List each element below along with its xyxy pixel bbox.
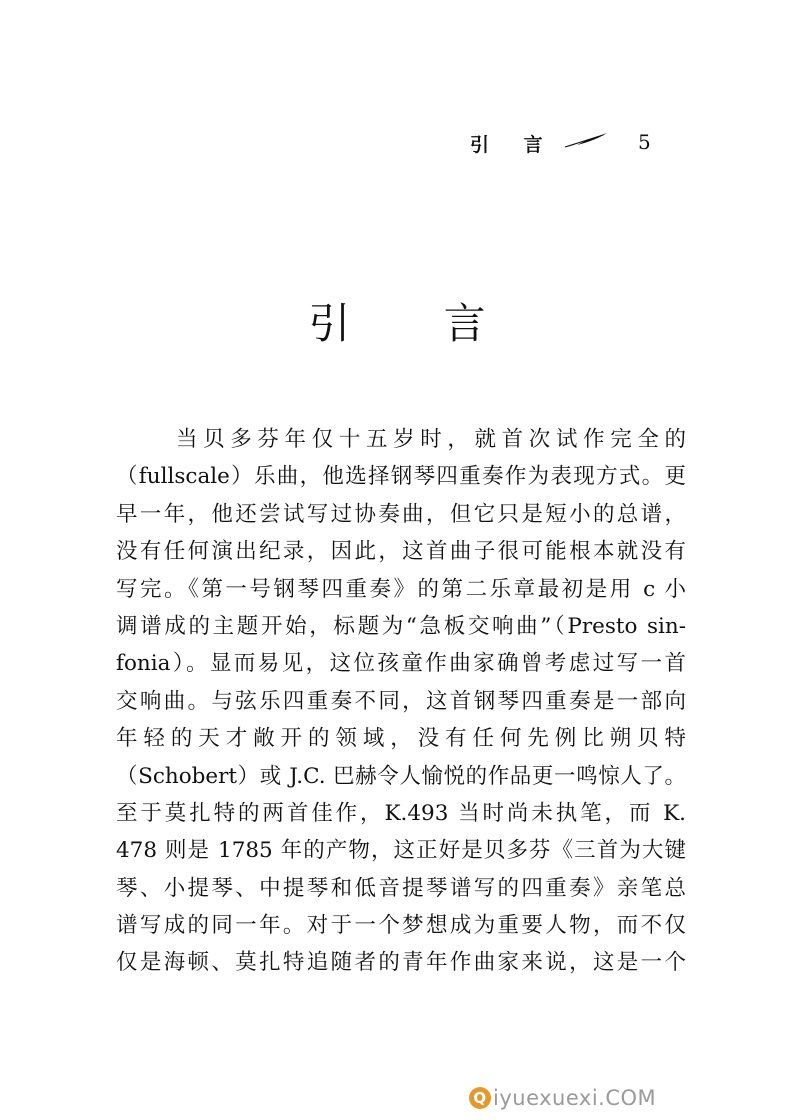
body-text [116,421,686,982]
body-line: （fullscale）乐曲，他选择钢琴四重奏作为表现方式。更 [116,464,686,490]
running-head-title: 引 言 [470,133,557,156]
body-line: 至于莫扎特的两首佳作，K.493 当时尚未执笔，而 K. [116,800,686,826]
body-line: 调谱成的主题开始，标题为“急板交响曲”（Presto sin- [116,613,686,639]
chapter-title: 引 言 [308,299,526,348]
body-line: 写完。《第一号钢琴四重奏》的第二乐章最初是用 c 小 [116,576,686,602]
body-line: 交响曲。与弦乐四重奏不同，这首钢琴四重奏是一部向 [116,688,686,714]
watermark-text: iyuexuexi.COM [493,1086,657,1110]
body-line: 早一年，他还尝试写过协奏曲，但它只是短小的总谱， [116,501,686,527]
body-line: 当贝多芬年仅十五岁时，就首次试作完全的 [176,427,686,452]
body-line: 478 则是 1785 年的产物，这正好是贝多芬《三首为大键 [116,838,686,864]
quill-icon [559,132,609,150]
body-line: 仅是海顿、莫扎特追随者的青年作曲家来说，这是一个 [116,950,686,976]
running-head [470,130,609,156]
body-line: 年轻的天才敞开的领域，没有任何先例比朔贝特 [116,726,686,752]
watermark [469,1083,656,1113]
body-line: （Schobert）或 J.C. 巴赫令人愉悦的作品更一鸣惊人了。 [116,763,686,789]
page-number: 5 [638,130,651,154]
body-line: 谱写成的同一年。对于一个梦想成为重要人物，而不仅 [116,913,686,939]
body-line: 琴、小提琴、中提琴和低音提琴谱写的四重奏》亲笔总 [116,875,686,901]
body-line: 没有任何演出纪录，因此，这首曲子很可能根本就没有 [116,539,686,565]
watermark-logo-icon: Q [469,1087,491,1109]
body-line: fonia）。显而易见，这位孩童作曲家确曾考虑过写一首 [116,651,686,677]
